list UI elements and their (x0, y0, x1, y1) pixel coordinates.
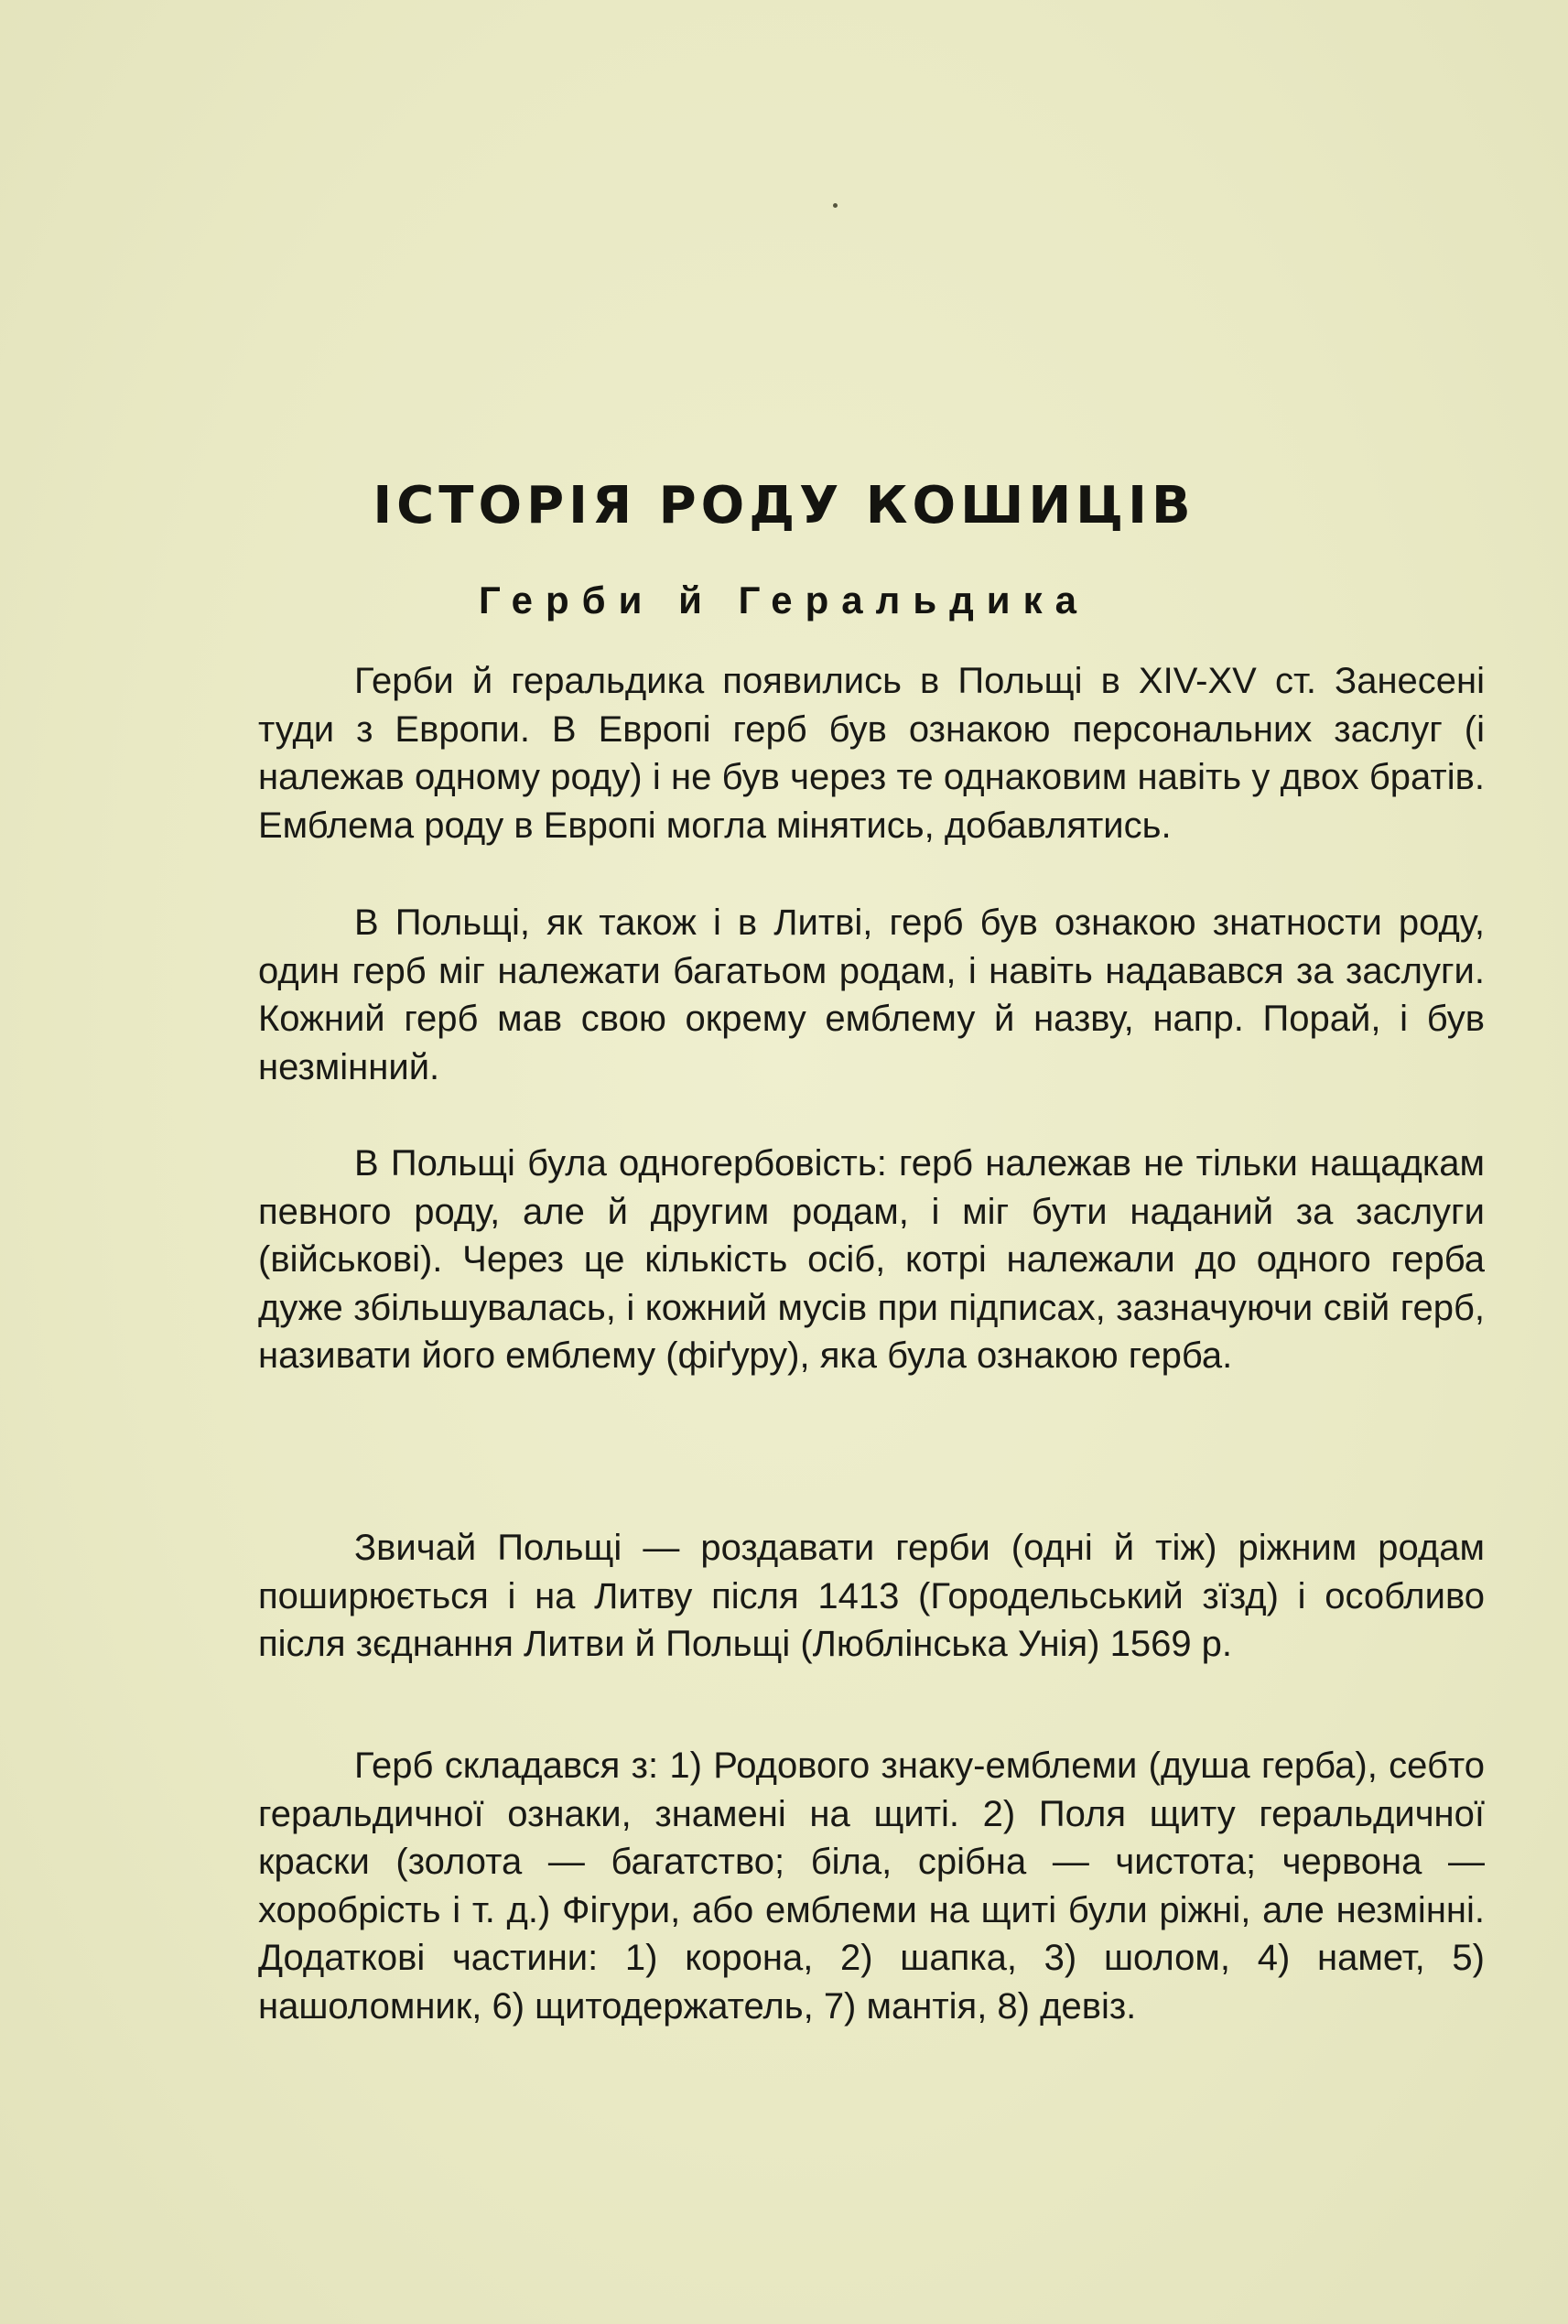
paragraph-3: В Польщі була одногербовість: герб належав не тільки нащадкам певного роду, але й другим родам, і міг бути наданий за заслуги (військові). Через це кількість осіб, котрі належали до одного герба дуже збільшувалась, і кожний мусів при підписах, зазначуючи свій герб, називати його емблему (фіґуру), яка була ознакою герба. (258, 1143, 1485, 1376)
paragraph-2: В Польщі, як також і в Литві, герб був ознакою знатности роду, один герб міг належати багатьом родам, і навіть надавався за заслуги. Кожний герб мав свою окрему емблему й назву, напр. Порай, і був незмінний. (258, 903, 1485, 1087)
page-title: ІСТОРІЯ РОДУ КОШИЦІВ (373, 476, 1195, 535)
paragraph-4: Звичай Польщі — роздавати герби (одні й тіж) ріжним родам поширюється і на Литву після 1413 (Городельський зїзд) і особливо після зєднання Литви й Польщі (Люблінська Унія) 1569 р. (258, 1528, 1485, 1664)
paragraph-1: Герби й геральдика появились в Польщі в XIV-XV ст. Занесені туди з Европи. В Европі герб був ознакою персональних заслуг (і належав одному роду) і не був через те однаковим навіть у двох братів. Емблема роду в Европі могла мінятись, добавлятись. (258, 661, 1485, 846)
paragraph-5: Герб складався з: 1) Родового знаку-емблеми (душа герба), себто геральдичної ознаки, знамені на щиті. 2) Поля щиту геральдичної краски (золота — багатство; біла, срібна — чистота; червона — хоробрість і т. д.) Фігури, або емблеми на щиті були ріжні, але незмінні. Додаткові частини: 1) корона, 2) шапка, 3) шолом, 4) намет, 5) нашоломник, 6) щитодержатель, 7) мантія, 8) девіз. (258, 1746, 1485, 2027)
section-heading: Герби й Геральдика (478, 578, 1090, 622)
print-speck (833, 203, 838, 208)
